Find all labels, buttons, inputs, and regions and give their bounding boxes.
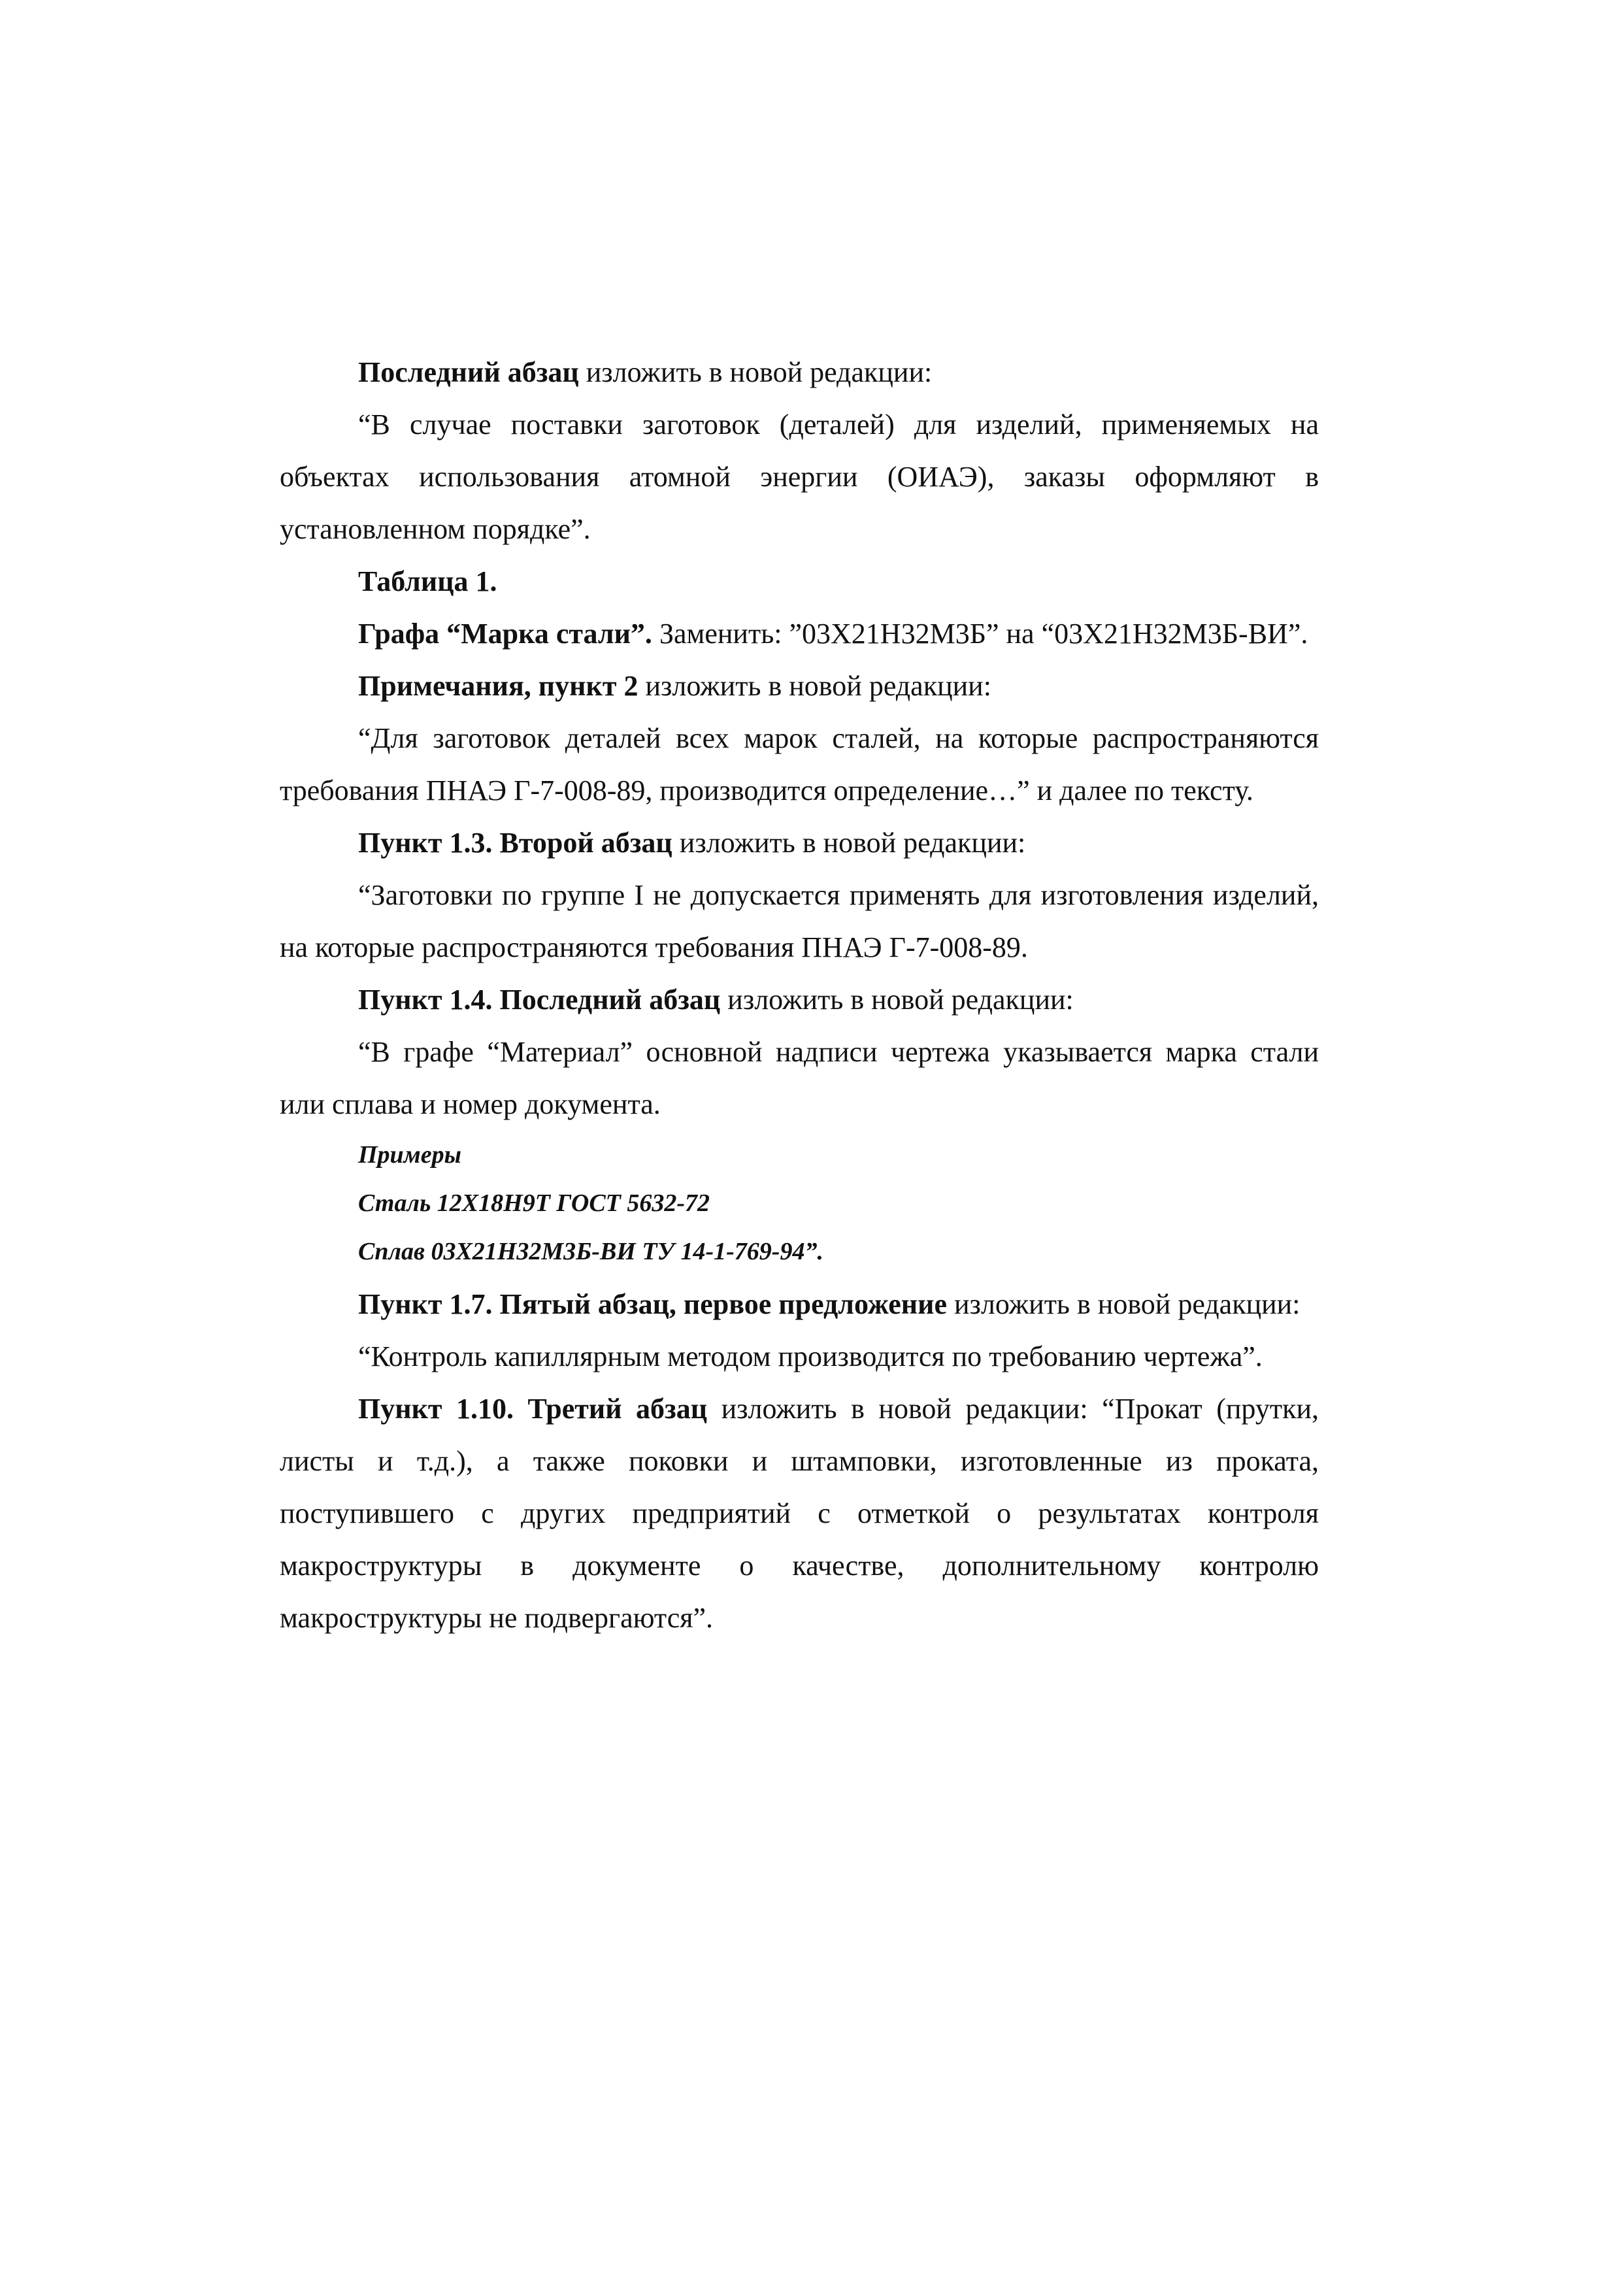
example-steel: Сталь 12Х18Н9Т ГОСТ 5632-72: [358, 1189, 710, 1217]
paragraph-5-text: изложить в новой редакции:: [638, 670, 991, 702]
paragraph-1-text: изложить в новой редакции:: [578, 356, 933, 388]
paragraph-5-bold: Примечания, пункт 2: [358, 670, 638, 702]
paragraph-4-bold: Графа “Марка стали”.: [358, 618, 652, 650]
paragraph-2-text: “В случае поставки заготовок (деталей) для изделий, применяемых на объектах использования атомной энергии (ОИАЭ), заказы оформляют в установленном порядке”.: [280, 408, 1319, 545]
paragraph-9: [280, 974, 1319, 1026]
paragraph-7: [280, 817, 1319, 869]
paragraph-13-bold: Пункт 1.10. Третий абзац: [358, 1393, 708, 1425]
paragraph-1-bold: Последний абзац: [358, 356, 579, 388]
example-alloy: Сплав 03Х21Н32М3Б-ВИ ТУ 14-1-769-94”.: [358, 1238, 823, 1265]
paragraph-6: [280, 712, 1319, 817]
paragraph-2: [280, 399, 1319, 556]
paragraph-11-text: изложить в новой редакции:: [946, 1288, 1301, 1320]
paragraph-9-text: изложить в новой редакции:: [720, 984, 1074, 1016]
paragraph-10: [280, 1026, 1319, 1131]
paragraph-12-text: “Контроль капиллярным методом производится по требованию чертежа”.: [358, 1340, 1263, 1372]
paragraph-13-text: изложить в новой редакции: “Прокат (прутки, листы и т.д.), а также поковки и штамповки, изготовленные из проката, поступившего с других предприятий с отметкой о результатах контроля макроструктуры в документе о качестве, дополнительному контролю макроструктуры не подвергаются”.: [280, 1393, 1319, 1634]
paragraph-8-text: “Заготовки по группе I не допускается применять для изготовления изделий, на которые распространяются требования ПНАЭ Г-7-008-89.: [280, 879, 1319, 963]
paragraph-3: [280, 556, 1319, 608]
paragraph-9-bold: Пункт 1.4. Последний абзац: [358, 984, 721, 1016]
paragraph-11-bold: Пункт 1.7. Пятый абзац, первое предложение: [358, 1288, 947, 1320]
paragraph-13: [280, 1383, 1319, 1644]
examples-heading: Примеры: [358, 1141, 461, 1169]
document-page: [280, 346, 1319, 1644]
paragraph-12: [280, 1331, 1319, 1383]
paragraph-10-text: “В графе “Материал” основной надписи чертежа указывается марка стали или сплава и номер документа.: [280, 1036, 1319, 1120]
paragraph-7-text: изложить в новой редакции:: [672, 827, 1026, 859]
paragraph-4-text: Заменить: ”03Х21Н32М3Б” на “03Х21Н32М3Б-ВИ”.: [652, 618, 1308, 650]
paragraph-4: [280, 608, 1319, 660]
paragraph-6-text: “Для заготовок деталей всех марок сталей, на которые распространяются требования ПНАЭ Г-7-008-89, производится определение…” и далее по тексту.: [280, 722, 1319, 806]
paragraph-11: [280, 1278, 1319, 1331]
paragraph-3-bold: Таблица 1.: [358, 565, 497, 597]
paragraph-5: [280, 660, 1319, 712]
paragraph-1: [280, 346, 1319, 399]
paragraph-7-bold: Пункт 1.3. Второй абзац: [358, 827, 672, 859]
paragraph-8: [280, 869, 1319, 974]
